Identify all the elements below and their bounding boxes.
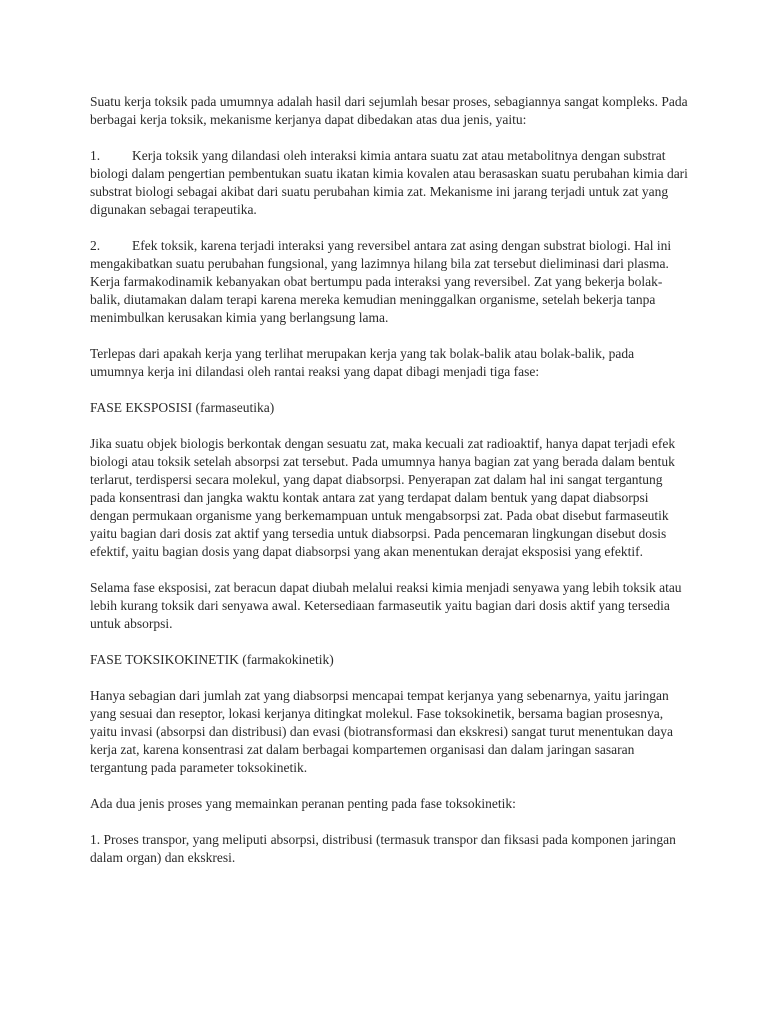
paragraph-eksposisi-2: Selama fase eksposisi, zat beracun dapat diubah melalui reaksi kimia menjadi senyawa yang lebih toksik atau lebih kurang toksik dari senyawa awal. Ketersediaan farmaseutik yaitu bagian dari dosis aktif yang tersedia untuk absorpsi.: [90, 580, 682, 631]
paragraph-eksposisi-1: Jika suatu objek biologis berkontak dengan sesuatu zat, maka kecuali zat radioaktif, hanya dapat terjadi efek biologi atau toksik setelah absorpsi zat tersebut. Pada umumnya hanya bagian zat yang berada dalam bentuk terlarut, terdispersi secara molekul, yang dapat diabsorpsi. Penyerapan zat dalam hal ini sangat tergantung pada konsentrasi dan jangka waktu kontak antara zat yang terdapat dalam bentuk yang dapat diabsorpsi dengan permukaan organisme yang berkemampuan untuk mengabsorpsi zat. Pada obat disebut farmaseutik yaitu bagian dari dosis zat aktif yang tersedia untuk diabsorpsi. Pada pencemaran lingkungan disebut dosis efektif, yaitu bagian dosis yang dapat diabsorpsi yang akan menentukan derajat eksposisi yang efektif.: [90, 436, 676, 559]
list-number-2: 2.: [90, 238, 101, 253]
list-item-1: [90, 147, 690, 219]
heading-fase-eksposisi: FASE EKSPOSISI (farmaseutika): [90, 400, 275, 415]
list-number-1: 1.: [90, 148, 101, 163]
paragraph-terlepas: Terlepas dari apakah kerja yang terlihat merupakan kerja yang tak bolak-balik atau bolak-balik, pada umumnya kerja ini dilandasi oleh rantai reaksi yang dapat dibagi menjadi tiga fase:: [90, 346, 635, 379]
paragraph-toksikokinetik: Hanya sebagian dari jumlah zat yang diabsorpsi mencapai tempat kerjanya yang sebenarnya, yaitu jaringan yang sesuai dan reseptor, lokasi kerjanya ditingkat molekul. Fase toksokinetik, bersama bagian prosesnya, yaitu invasi (absorpsi dan distribusi) dan evasi (biotransformasi dan ekskresi) sangat turut menentukan daya kerja zat, karena konsentrasi zat dalam berbagai kompartemen organisasi dan dalam jaringan sasaran tergantung pada parameter toksokinetik.: [90, 688, 673, 775]
intro-paragraph: Suatu kerja toksik pada umumnya adalah hasil dari sejumlah besar proses, sebagiannya sangat kompleks. Pada berbagai kerja toksik, mekanisme kerjanya dapat dibedakan atas dua jenis, yaitu:: [90, 94, 688, 127]
list-item-2: [90, 237, 690, 327]
heading-fase-toksikokinetik: FASE TOKSIKOKINETIK (farmakokinetik): [90, 652, 334, 667]
paragraph-proses-transpor: 1. Proses transpor, yang meliputi absorpsi, distribusi (termasuk transpor dan fiksasi pada komponen jaringan dalam organ) dan ekskresi.: [90, 832, 676, 865]
paragraph-ada-dua-jenis: Ada dua jenis proses yang memainkan peranan penting pada fase toksokinetik:: [90, 796, 516, 811]
list-text-2: Efek toksik, karena terjadi interaksi yang reversibel antara zat asing dengan substrat biologi. Hal ini mengakibatkan suatu perubahan fungsional, yang lazimnya hilang bila zat tersebut dieliminasi dari plasma. Kerja farmakodinamik kebanyakan obat bertumpu pada interaksi yang reversibel. Zat yang bekerja bolak-balik, diutamakan dalam terapi karena mereka kemudian meninggalkan organisme, setelah bekerja tanpa menimbulkan kerusakan kimia yang berlangsung lama.: [90, 238, 672, 325]
list-text-1: Kerja toksik yang dilandasi oleh interaksi kimia antara suatu zat atau metabolitnya dengan substrat biologi dalam pengertian pembentukan suatu ikatan kimia kovalen atau berasaskan suatu perubahan kimia dari substrat biologi sebagai akibat dari suatu perubahan kimia zat. Mekanisme ini jarang terjadi untuk zat yang digunakan sebagai terapeutika.: [90, 148, 688, 217]
document-page: [90, 93, 690, 885]
